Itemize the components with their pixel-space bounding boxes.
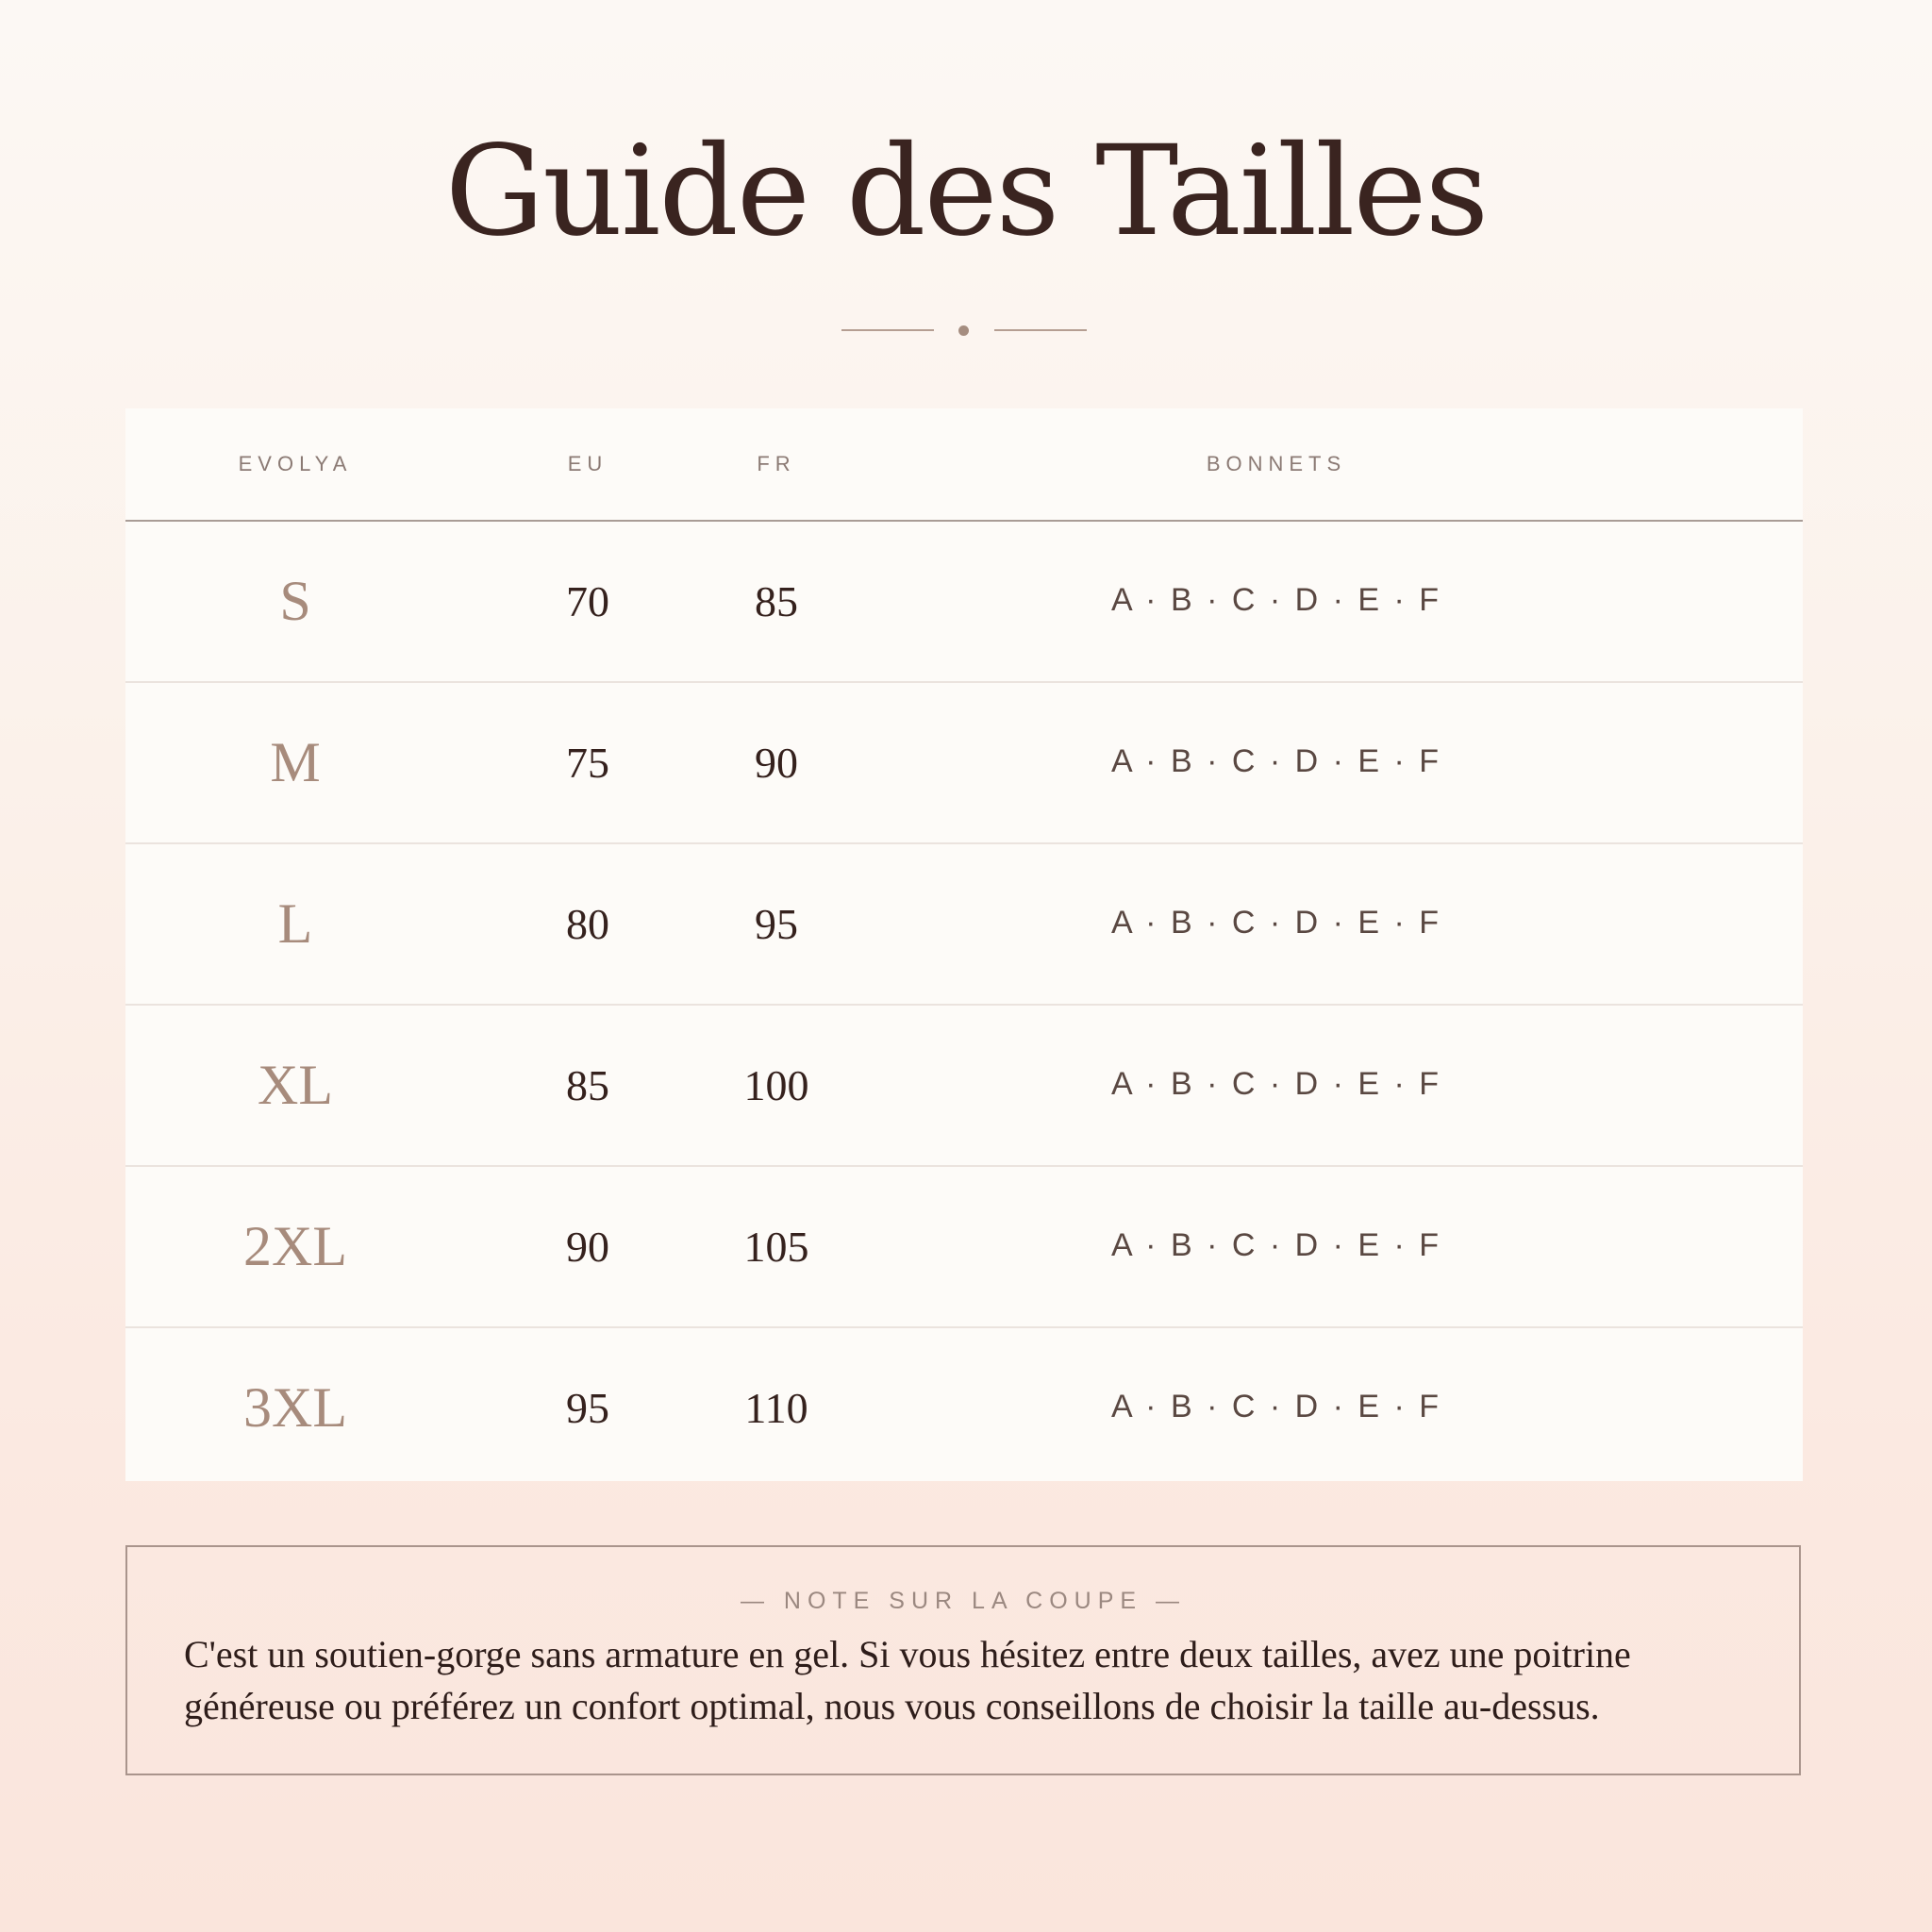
header-bonnets: BONNETS [1206,452,1347,475]
divider-dot [958,325,969,336]
header-eu: EU [567,452,608,475]
bonnets-value: A · B · C · D · E · F [1110,1389,1442,1424]
fit-note-box [125,1545,1801,1775]
header-evolya: EVOLYA [238,452,353,475]
size-label: 3XL [243,1376,347,1439]
size-label: 2XL [243,1215,347,1277]
table-row [125,1006,1803,1167]
table-row [125,683,1803,844]
bonnets-value: A · B · C · D · E · F [1110,582,1442,618]
eu-value: 75 [566,739,609,787]
eu-value: 85 [566,1061,609,1109]
fr-value: 100 [743,1061,809,1109]
fr-value: 85 [755,577,798,625]
divider-line-right [994,329,1087,331]
eu-value: 70 [566,577,609,625]
eu-value: 80 [566,900,609,948]
size-table [125,408,1803,1481]
title-divider-ornament [841,321,1087,340]
size-label: M [270,731,321,793]
eu-value: 95 [566,1384,609,1432]
bonnets-value: A · B · C · D · E · F [1110,905,1442,941]
eu-value: 90 [566,1223,609,1271]
size-label: XL [258,1054,333,1116]
table-row [125,522,1803,683]
table-header-row [125,408,1803,522]
table-row [125,1167,1803,1328]
bonnets-value: A · B · C · D · E · F [1110,1066,1442,1102]
divider-line-left [841,329,934,331]
bonnets-value: A · B · C · D · E · F [1110,743,1442,779]
bonnets-value: A · B · C · D · E · F [1110,1227,1442,1263]
fr-value: 95 [755,900,798,948]
size-label: L [277,892,313,955]
table-row [125,844,1803,1006]
fr-value: 110 [744,1384,808,1432]
fr-value: 105 [743,1223,809,1271]
fr-value: 90 [755,739,798,787]
size-label: S [279,570,311,632]
page-title: Guide des Tailles [444,119,1488,264]
header-fr: FR [757,452,796,475]
fit-note-label: — NOTE SUR LA COUPE — [740,1588,1187,1614]
fit-note-text: C'est un soutien-gorge sans armature en gel. Si vous hésitez entre deux tailles, avez une poitrine généreuse ou préférez un confort optimal, nous vous conseillons de choisir la taille au-dessus. [184,1633,1631,1727]
table-row [125,1328,1803,1488]
